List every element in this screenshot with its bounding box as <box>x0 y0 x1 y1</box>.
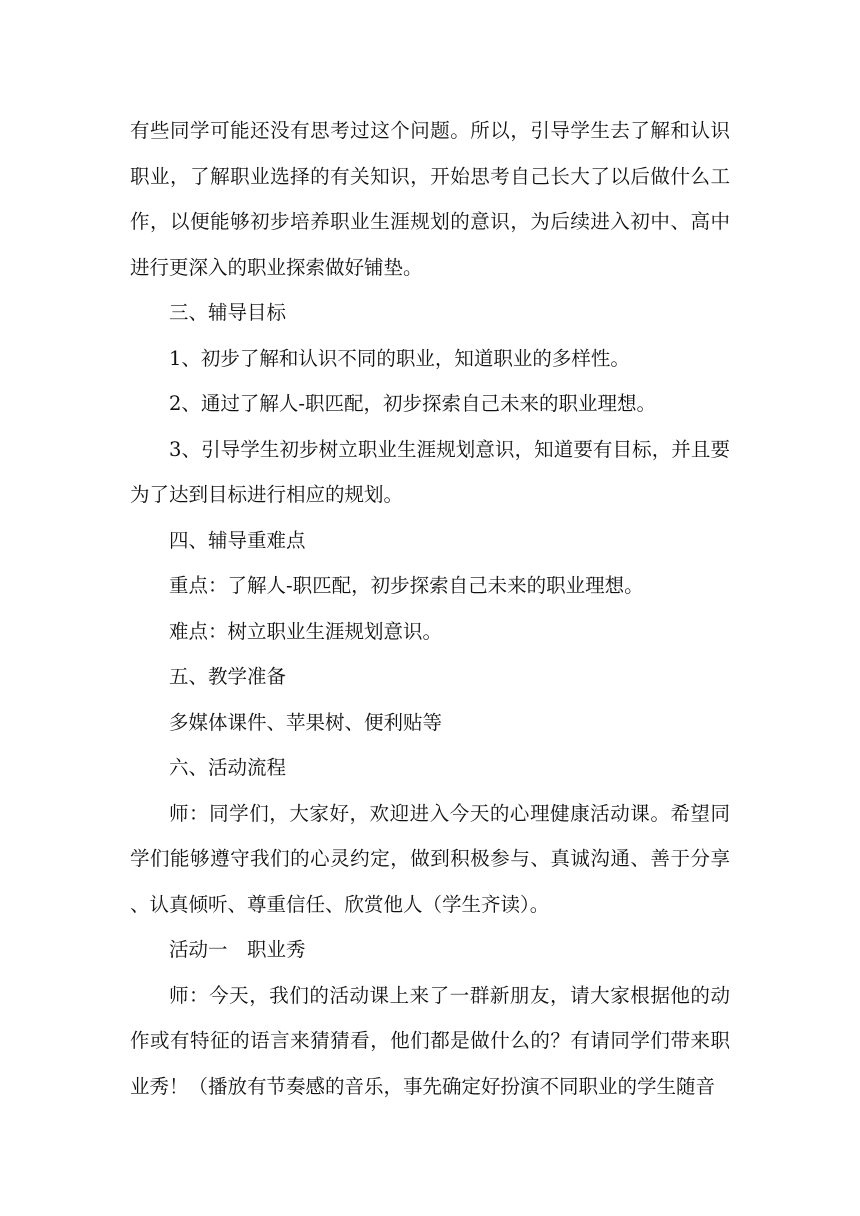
goal-item-3: 3、引导学生初步树立职业生涯规划意识，知道要有目标，并且要为了达到目标进行相应的规划。 <box>130 437 730 506</box>
heading-activity-process: 六、活动流程 <box>169 756 287 779</box>
paragraph-intro-continuation: 有些同学可能还没有思考过这个问题。所以，引导学生去了解和认识职业，了解职业选择的有关知识，开始思考自己长大了以后做什么工作，以便能够初步培养职业生涯规划的意识，为后续进入初中、高中进行更深入的职业探索做好铺垫。 <box>130 119 730 279</box>
teacher-activity-one-instructions: 师：今天，我们的活动课上来了一群新朋友，请大家根据他的动作或有特征的语言来猜猜看，他们都是做什么的？有请同学们带来职业秀！（播放有节奏感的音乐，事先确定好扮演不同职业的学生随音 <box>130 983 730 1098</box>
heading-counseling-goals: 三、辅导目标 <box>169 301 287 324</box>
heading-teaching-preparation: 五、教学准备 <box>169 665 287 688</box>
heading-activity-one: 活动一 职业秀 <box>169 938 306 961</box>
key-point-focus: 重点：了解人-职匹配，初步探索自己未来的职业理想。 <box>169 574 644 597</box>
teacher-opening-remarks: 师：同学们，大家好，欢迎进入今天的心理健康活动课。希望同学们能够遵守我们的心灵约定，做到积极参与、真诚沟通、善于分享、认真倾听、尊重信任、欣赏他人（学生齐读）。 <box>130 801 730 916</box>
goal-item-1: 1、初步了解和认识不同的职业，知道职业的多样性。 <box>169 346 630 370</box>
preparation-materials: 多媒体课件、苹果树、便利贴等 <box>169 710 443 734</box>
heading-key-points: 四、辅导重难点 <box>169 528 306 552</box>
key-point-difficulty: 难点：树立职业生涯规划意识。 <box>169 619 443 643</box>
document-body <box>130 108 730 1109</box>
goal-item-2: 2、通过了解人-职匹配，初步探索自己未来的职业理想。 <box>169 392 656 415</box>
